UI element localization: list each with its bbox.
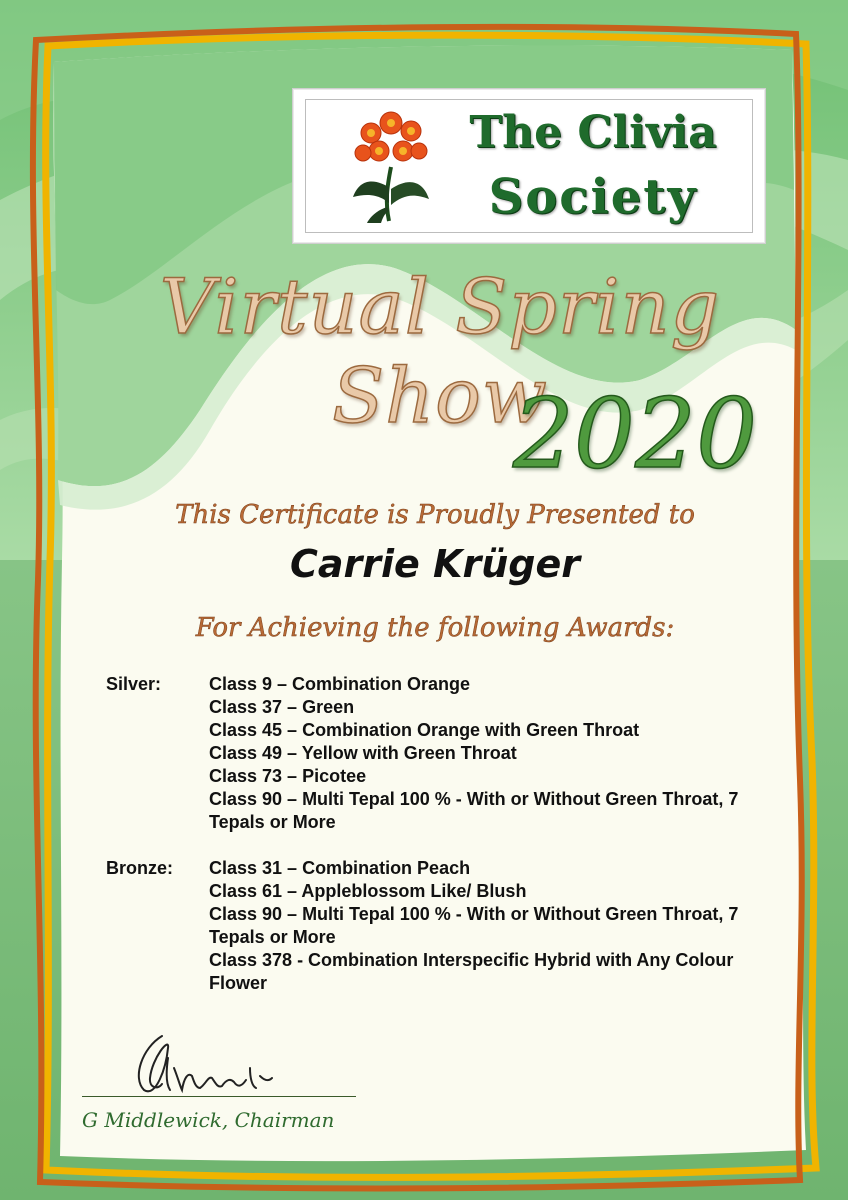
award-item: Class 9 – Combination Orange [209,674,471,694]
award-item: Class 49 – Yellow with Green Throat [209,743,517,763]
show-year: 2020 [512,378,758,490]
presented-line: This Certificate is Proudly Presented to [175,500,695,530]
chairman-signature [122,1028,302,1098]
award-item: Class 73 – Picotee [209,766,367,786]
show-title: Virtual Spring Show [159,262,721,440]
achieving-line: For Achieving the following Awards: [195,613,675,643]
award-items [209,673,746,834]
award-item: Class 61 – Appleblossom Like/ Blush [209,881,527,901]
clivia-flower-icon [351,107,431,223]
award-items [209,857,746,995]
award-item: Class 31 – Combination Peach [209,858,471,878]
logo-title-line2: Society [488,169,698,225]
award-level: Silver: [106,674,162,694]
award-level: Bronze: [106,858,173,878]
award-item: Class 37 – Green [209,697,355,717]
awards-list [106,673,746,1018]
award-item: Class 90 – Multi Tepal 100 % - With or Without Green Throat, 7 Tepals or More [209,789,739,832]
award-group-bronze [106,857,746,995]
award-item: Class 378 - Combination Interspecific Hybrid with Any Colour Flower [209,950,734,993]
signatory-name: G Middlewick, Chairman [82,1108,335,1132]
award-item: Class 45 – Combination Orange with Green Throat [209,720,640,740]
society-logo [292,88,766,244]
award-item: Class 90 – Multi Tepal 100 % - With or Without Green Throat, 7 Tepals or More [209,904,739,947]
award-group-silver [106,673,746,834]
logo-title-line1: The Clivia [469,107,717,158]
signature-line [82,1096,356,1097]
recipient-name: Carrie Krüger [290,542,580,586]
